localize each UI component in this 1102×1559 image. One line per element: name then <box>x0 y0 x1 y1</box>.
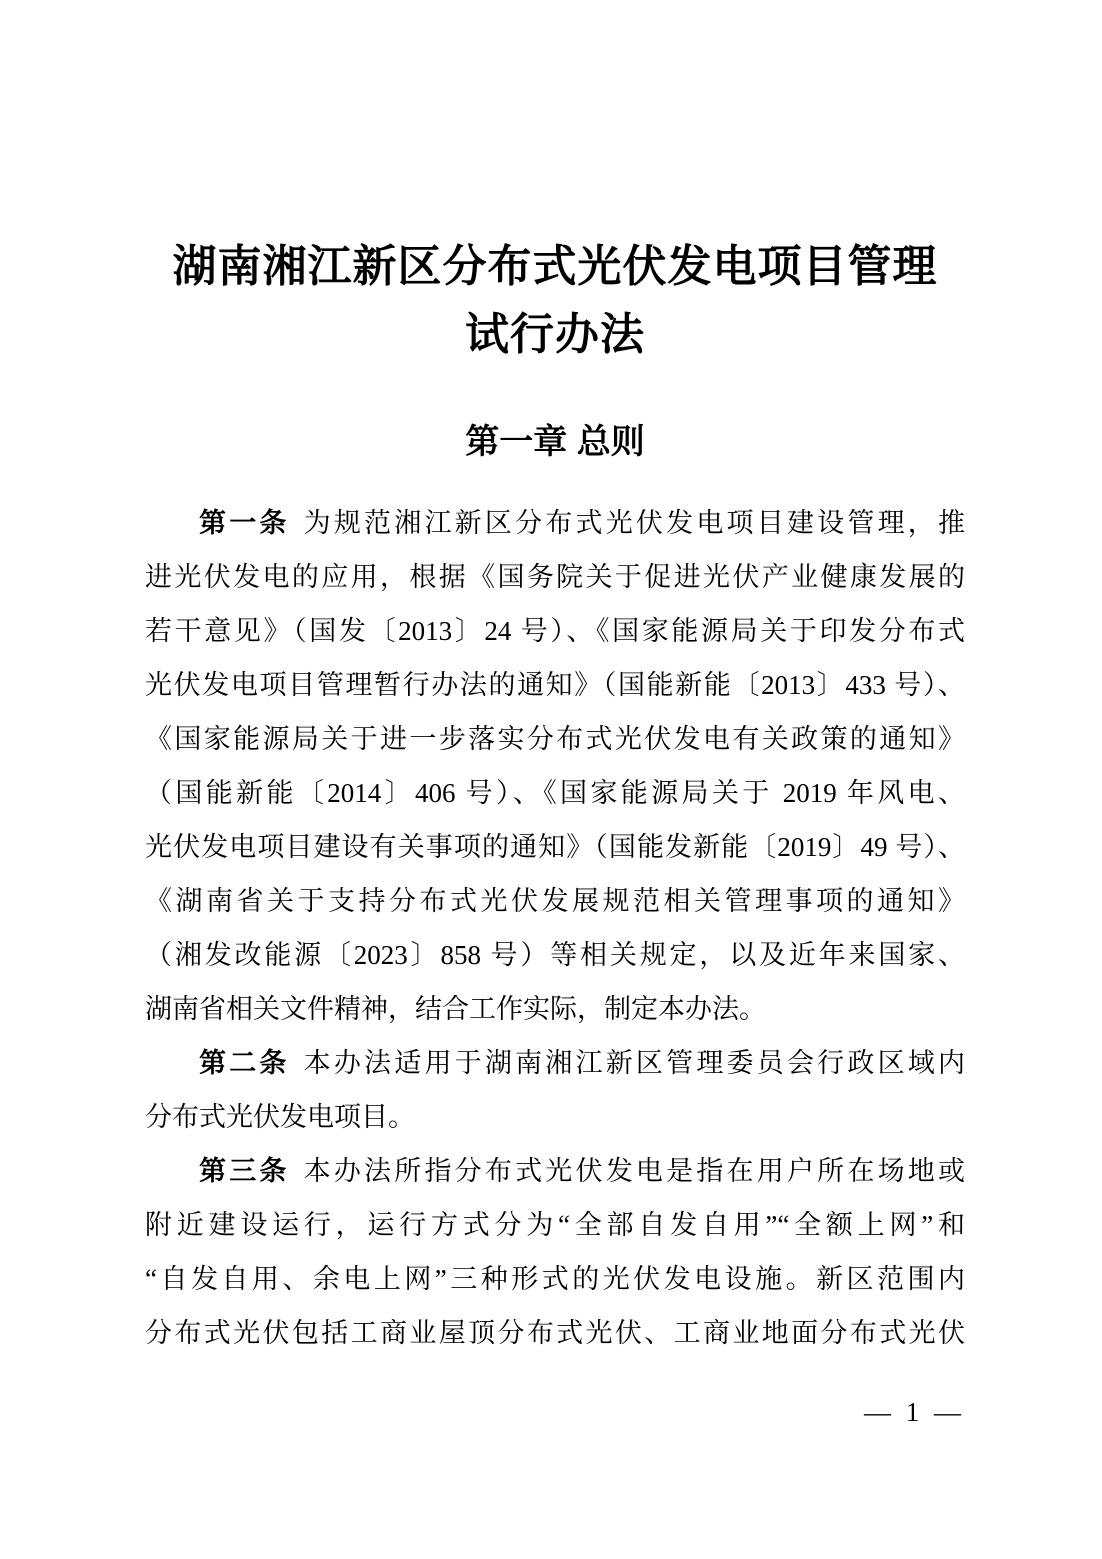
document-title-line1: 湖南湘江新区分布式光伏发电项目管理 <box>172 241 938 292</box>
paragraph-1-line-5: 《国家能源局关于进一步落实分布式光伏发电有关政策的通知》 <box>145 724 965 754</box>
document-title-line2: 试行办法 <box>465 309 645 360</box>
paragraph-2-label: 第二条 <box>199 1048 290 1078</box>
paragraph-1-line-4: 光伏发电项目管理暂行办法的通知》（国能新能〔2013〕433 号）、 <box>145 670 965 700</box>
paragraph-1-first-line-text: 为规范湘江新区分布式光伏发电项目建设管理，推 <box>303 508 965 538</box>
paragraph-2-line-1 <box>145 1036 965 1090</box>
paragraph-1-line-1 <box>145 496 965 550</box>
paragraph-1-label: 第一条 <box>199 508 290 538</box>
paragraph-1-line-6: （国能新能〔2014〕406 号）、《国家能源局关于 2019 年风电、 <box>145 778 965 808</box>
paragraph-1-line-8: 《湖南省关于支持分布式光伏发展规范相关管理事项的通知》 <box>145 886 965 916</box>
paragraph-3-line-3: “自发自用、余电上网”三种形式的光伏发电设施。新区范围内 <box>145 1264 965 1294</box>
paragraph-1-line-7: 光伏发电项目建设有关事项的通知》（国能发新能〔2019〕49 号）、 <box>145 832 965 862</box>
paragraph-3-first-line-text: 本办法所指分布式光伏发电是指在用户所在场地或 <box>303 1156 965 1186</box>
paragraph-1-line-3: 若干意见》（国发〔2013〕24 号）、《国家能源局关于印发分布式 <box>145 616 965 646</box>
page-number: — 1 — <box>864 1397 965 1427</box>
paragraph-3-line-2: 附近建设运行，运行方式分为“全部自发自用”“全额上网”和 <box>145 1210 965 1240</box>
paragraph-3-line-1 <box>145 1144 965 1198</box>
paragraph-3-line-4: 分布式光伏包括工商业屋顶分布式光伏、工商业地面分布式光伏 <box>145 1318 965 1348</box>
paragraph-1-line-9: （湘发改能源〔2023〕858 号）等相关规定，以及近年来国家、 <box>145 940 965 970</box>
document-body <box>145 496 965 1360</box>
chapter-heading: 第一章 总则 <box>465 423 645 461</box>
document-title <box>145 233 965 369</box>
paragraph-1-line-2: 进光伏发电的应用，根据《国务院关于促进光伏产业健康发展的 <box>145 562 965 592</box>
paragraph-2-first-line-text: 本办法适用于湖南湘江新区管理委员会行政区域内 <box>303 1048 965 1078</box>
paragraph-2-line-2: 分布式光伏发电项目。 <box>145 1102 415 1132</box>
paragraph-1-line-10: 湖南省相关文件精神，结合工作实际，制定本办法。 <box>145 994 766 1024</box>
paragraph-3-label: 第三条 <box>199 1156 290 1186</box>
